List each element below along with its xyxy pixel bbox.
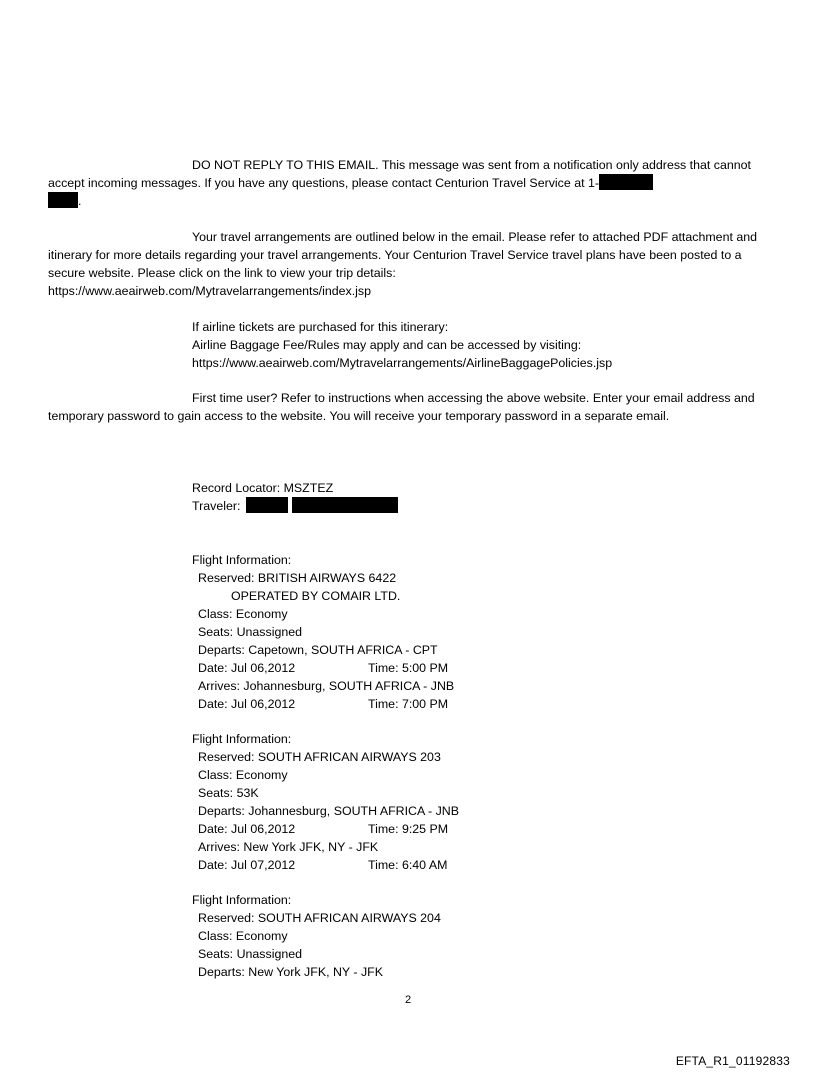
first-time-text: First time user? Refer to instructions when accessing the above website. Enter your email address and temporary password to gain access to the website. You will receive your temporary password in a separate email. [48, 391, 755, 423]
redacted-block [246, 497, 288, 513]
flight-heading: Flight Information: [192, 893, 292, 907]
redacted-block [292, 497, 398, 513]
flight-class: Class: Economy [198, 768, 288, 782]
flight-dep-date: Date: Jul 06,2012 [198, 661, 296, 675]
flight-arrives: Arrives: Johannesburg, SOUTH AFRICA - JNB [198, 679, 455, 693]
redacted-block [599, 174, 653, 190]
notice-text: DO NOT REPLY TO THIS EMAIL. This message was sent from a notification only address that cannot accept incoming messages. If you have any questions, please contact Centurion Travel Service at 1- [48, 158, 751, 190]
trip-link[interactable]: https://www.aeairweb.com/Mytravelarrangements/index.jsp [48, 284, 371, 298]
baggage-line-2: Airline Baggage Fee/Rules may apply and can be accessed by visiting: [192, 338, 582, 352]
flight-seats: Seats: Unassigned [198, 625, 303, 639]
flight-heading: Flight Information: [192, 732, 292, 746]
flight-reserved: Reserved: SOUTH AFRICAN AIRWAYS 204 [198, 911, 441, 925]
traveler-label: Traveler: [192, 499, 241, 513]
redacted-block [48, 192, 78, 208]
arrangements-paragraph [48, 228, 770, 300]
flight-reserved: Reserved: SOUTH AFRICAN AIRWAYS 203 [198, 750, 441, 764]
flight-arr-date: Date: Jul 07,2012 [198, 858, 296, 872]
flight-departs: Departs: Capetown, SOUTH AFRICA - CPT [198, 643, 438, 657]
flight-class: Class: Economy [198, 929, 288, 943]
arrangements-text: Your travel arrangements are outlined below in the email. Please refer to attached PDF attachment and itinerary for more details regarding your travel arrangements. Your Centurion Travel Service travel plans have been posted to a secure website. Please click on the link to view your trip details: [48, 230, 758, 280]
document-id: EFTA_R1_01192833 [675, 1054, 790, 1068]
record-locator: Record Locator: MSZTEZ [192, 481, 334, 495]
flight-departs: Departs: New York JFK, NY - JFK [198, 965, 383, 979]
flight-seats: Seats: 53K [198, 786, 259, 800]
traveler-line [192, 497, 398, 515]
flight-dep-time: Time: 9:25 PM [368, 822, 449, 836]
first-time-paragraph [48, 389, 770, 425]
flight-dep-time: Time: 5:00 PM [368, 661, 449, 675]
baggage-link[interactable]: https://www.aeairweb.com/Mytravelarrangements/AirlineBaggagePolicies.jsp [192, 356, 613, 370]
notice-paragraph [48, 156, 770, 210]
flight-arr-time: Time: 6:40 AM [368, 858, 448, 872]
flight-departs: Departs: Johannesburg, SOUTH AFRICA - JNB [198, 804, 459, 818]
notice-end: . [78, 194, 82, 208]
baggage-line-1: If airline tickets are purchased for this itinerary: [192, 320, 449, 334]
flight-dep-date: Date: Jul 06,2012 [198, 822, 296, 836]
flight-seats: Seats: Unassigned [198, 947, 303, 961]
flight-reserved: Reserved: BRITISH AIRWAYS 6422 [198, 571, 397, 585]
flight-arr-date: Date: Jul 06,2012 [198, 697, 296, 711]
flight-arrives: Arrives: New York JFK, NY - JFK [198, 840, 379, 854]
flight-operated: OPERATED BY COMAIR LTD. [231, 589, 401, 603]
flight-class: Class: Economy [198, 607, 288, 621]
page-number: 2 [404, 994, 412, 1006]
flight-heading: Flight Information: [192, 553, 292, 567]
flight-arr-time: Time: 7:00 PM [368, 697, 449, 711]
